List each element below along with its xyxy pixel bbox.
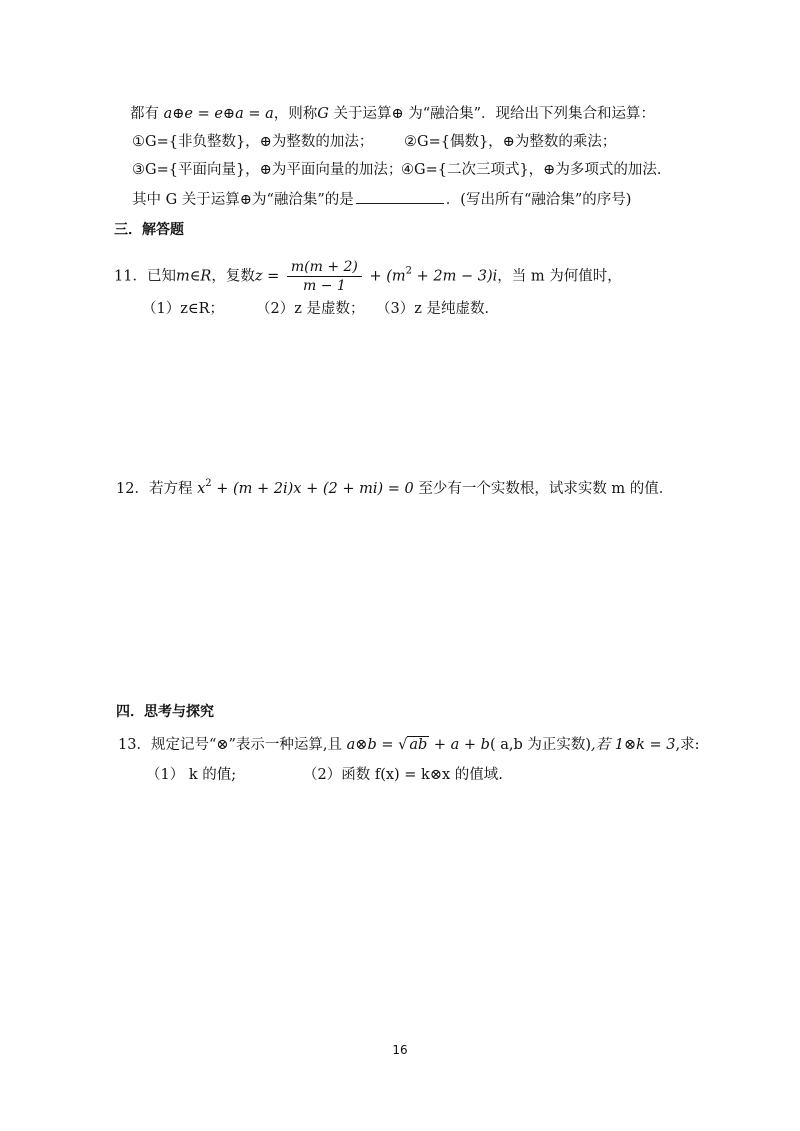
option-text: ②G={偶数}，⊕为整数的乘法； [404,134,617,150]
text: 若方程 [148,481,198,497]
q11-part-3 [376,299,499,319]
text: 已知 [146,268,176,285]
math-expression: + (m + 2i)x + (2 + mi) = 0 [211,481,414,497]
math-expression: a⊕e = e⊕a = a [163,106,274,122]
q13-part-2 [303,765,503,785]
option-2 [404,132,616,152]
math-symbol: x [197,481,206,497]
section-title: 四．思考与探究 [116,704,214,720]
math-symbol: = [267,268,280,285]
q13-part-1 [146,765,236,785]
radicand: ab [409,737,428,753]
part-text: （3）z 是纯虚数． [376,301,499,317]
option-text: ③G={平面向量}，⊕为平面向量的加法； [132,162,403,178]
math-symbol: G [317,106,329,122]
part-text: （2）函数 f(x) = k⊗x 的值域. [303,767,503,783]
question-11 [114,258,622,295]
fraction [287,258,362,295]
math-expression: m∈R [175,268,212,285]
text: ．(写出所有“融洽集”的序号) [445,192,632,208]
fraction-denominator: m − 1 [302,278,346,294]
section-title: 三．解答题 [114,222,184,238]
text: 其中 G 关于运算⊕为“融洽集”的是 [132,192,354,208]
part-text: （2）z 是虚数； [256,301,365,317]
option-1 [132,132,373,152]
q11-part-1 [142,299,224,319]
question-13 [118,735,700,755]
q11-part-2 [256,299,364,319]
text: ,求: [675,737,700,753]
text: ( a,b 为正实数) [489,737,592,753]
text: 至少有一个实数根，试求实数 m 的值． [413,481,674,497]
intro-line-1 [130,104,655,124]
option-3 [132,160,402,180]
superscript: 2 [405,265,413,277]
question-number: 12． [116,481,149,497]
option-4 [401,160,671,180]
question-number: 13． [118,737,151,753]
text: 规定记号“⊗”表示一种运算,且 [150,737,347,753]
square-root: √ ab [398,737,428,753]
math-expression: + 2m − 3)i [412,268,498,285]
option-text: ①G={非负整数}，⊕为整数的加法； [132,134,374,150]
part-text: （1） k 的值; [146,767,237,783]
text: 都有 [130,106,164,122]
text: ，则称 [273,106,318,122]
question-12 [116,474,673,499]
option-text: ④G={二次三项式}，⊕为多项式的加法． [401,162,672,178]
math-expression: a⊗b = [346,737,399,753]
part-text: （1）z∈R； [142,301,225,317]
text: ，复数 [211,268,255,285]
text: ，当 m 为何值时， [497,268,622,285]
intro-question [132,189,631,210]
math-symbol: z [254,268,263,285]
fraction-numerator: m(m + 2) [290,259,358,275]
page-number: 16 [392,1043,408,1057]
math-expression: + a + b [429,737,490,753]
superscript: 2 [205,478,212,489]
math-expression: + (m [369,268,406,285]
answer-blank [356,189,444,204]
question-number: 11． [114,268,147,285]
text: 关于运算⊕ 为“融洽集”．现给出下列集合和运算： [328,106,656,122]
math-expression: ,若 1⊗k = 3 [591,737,676,753]
